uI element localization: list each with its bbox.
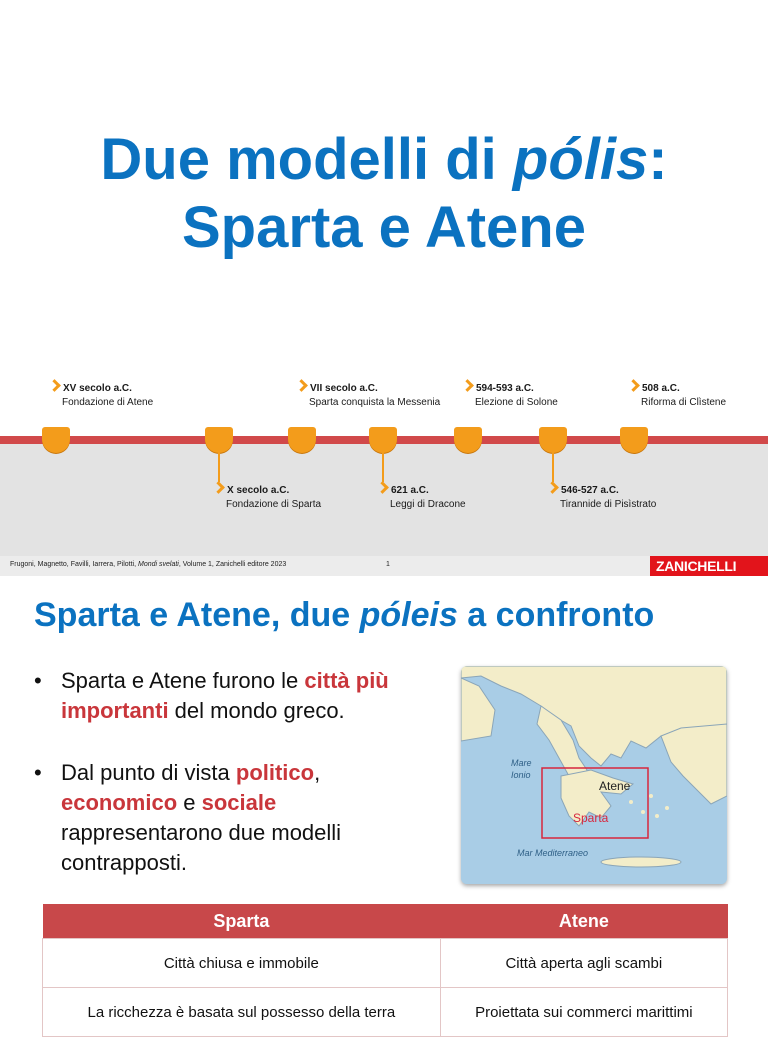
title-colon: :: [648, 127, 668, 192]
slide-2-title: [34, 596, 654, 635]
timeline-event-bottom: [226, 484, 321, 512]
title-line1-text: Due modelli di: [100, 127, 513, 192]
map-label-mediterraneo: Mar Mediterraneo: [517, 848, 589, 858]
title-text-end: a confronto: [457, 596, 655, 634]
event-desc: Fondazione di Sparta: [226, 499, 322, 510]
zanichelli-logo: ZANICHELLI: [650, 556, 768, 576]
timeline-event-top: [309, 382, 440, 410]
event-date: 546-527 a.C.: [560, 484, 656, 498]
event-desc: Leggi di Dracone: [390, 499, 466, 510]
event-date: XV secolo a.C.: [62, 382, 153, 396]
text-run: Dal punto di vista: [61, 760, 236, 785]
footer-credits: [10, 561, 286, 568]
table-cell: Città chiusa e immobile: [43, 939, 441, 988]
timeline-stem: [552, 452, 554, 482]
bullet-item: [34, 758, 401, 878]
bullet-item: [34, 666, 441, 726]
header-atene: Atene: [440, 904, 727, 939]
highlight-text: città più importanti: [61, 668, 389, 723]
page-number: 1: [386, 561, 390, 568]
text-run: e: [177, 790, 202, 815]
table-cell: Città aperta agli scambi: [440, 939, 727, 988]
credits-edition: , Volume 1, Zanichelli editore 2023: [178, 561, 287, 568]
slide-2: [0, 580, 768, 1024]
text-run: ,: [314, 760, 321, 785]
text-run: rappresentarono due modelli contrapposti.: [61, 820, 342, 875]
map-label-ionio: Ionio: [511, 770, 531, 780]
table-cell: La ricchezza è basata sul possesso della terra: [43, 988, 441, 1037]
event-desc: Sparta conquista la Messenia: [309, 397, 441, 408]
bullet-dot: •: [34, 668, 42, 693]
title-line2: Sparta e Atene: [182, 195, 586, 260]
greece-map: [461, 666, 727, 884]
credits-book-title: Mondi svelati: [138, 561, 179, 568]
header-sparta: Sparta: [43, 904, 441, 939]
timeline-event-bottom: [390, 484, 466, 512]
comparison-table: [42, 904, 728, 1037]
table-header-row: [43, 904, 728, 939]
event-desc: Elezione di Solone: [475, 397, 558, 408]
bullet-dot: •: [34, 760, 42, 785]
text-run: del mondo greco.: [168, 698, 345, 723]
event-desc: Fondazione di Atene: [62, 397, 154, 408]
text-run: Sparta e Atene furono le: [61, 668, 305, 693]
map-label-sparta: Sparta: [573, 811, 609, 825]
table-row: [43, 939, 728, 988]
table-cell: Proiettata sui commerci marittimi: [440, 988, 727, 1037]
event-date: 594-593 a.C.: [475, 382, 558, 396]
event-date: VII secolo a.C.: [309, 382, 440, 396]
timeline-stem: [218, 452, 220, 482]
map-drawing: [461, 666, 727, 884]
credits-authors: Frugoni, Magnetto, Favilli, Iarrera, Pilotti,: [10, 561, 138, 568]
timeline-event-bottom: [560, 484, 656, 512]
highlight-text: sociale: [201, 790, 277, 815]
map-label-atene: Atene: [599, 779, 631, 793]
bullet-text: [61, 666, 441, 726]
event-desc: Riforma di Clìstene: [641, 397, 727, 408]
bullet-text: [61, 758, 401, 878]
event-date: X secolo a.C.: [226, 484, 321, 498]
map-label-mare: Mare: [511, 758, 532, 768]
timeline-event-top: [62, 382, 153, 410]
event-desc: Tirannide di Pisìstrato: [560, 499, 657, 510]
timeline-event-top: [641, 382, 726, 410]
event-date: 508 a.C.: [641, 382, 726, 396]
title-polis: pólis: [512, 127, 649, 192]
title-text: Sparta e Atene, due: [34, 596, 360, 634]
table-row: [43, 988, 728, 1037]
timeline-event-top: [475, 382, 558, 410]
event-date: 621 a.C.: [390, 484, 466, 498]
highlight-text: politico: [235, 760, 315, 785]
slide-1-title: [0, 126, 768, 262]
timeline-stem: [382, 452, 384, 482]
highlight-text: economico: [61, 790, 178, 815]
title-poleis: póleis: [359, 596, 458, 634]
